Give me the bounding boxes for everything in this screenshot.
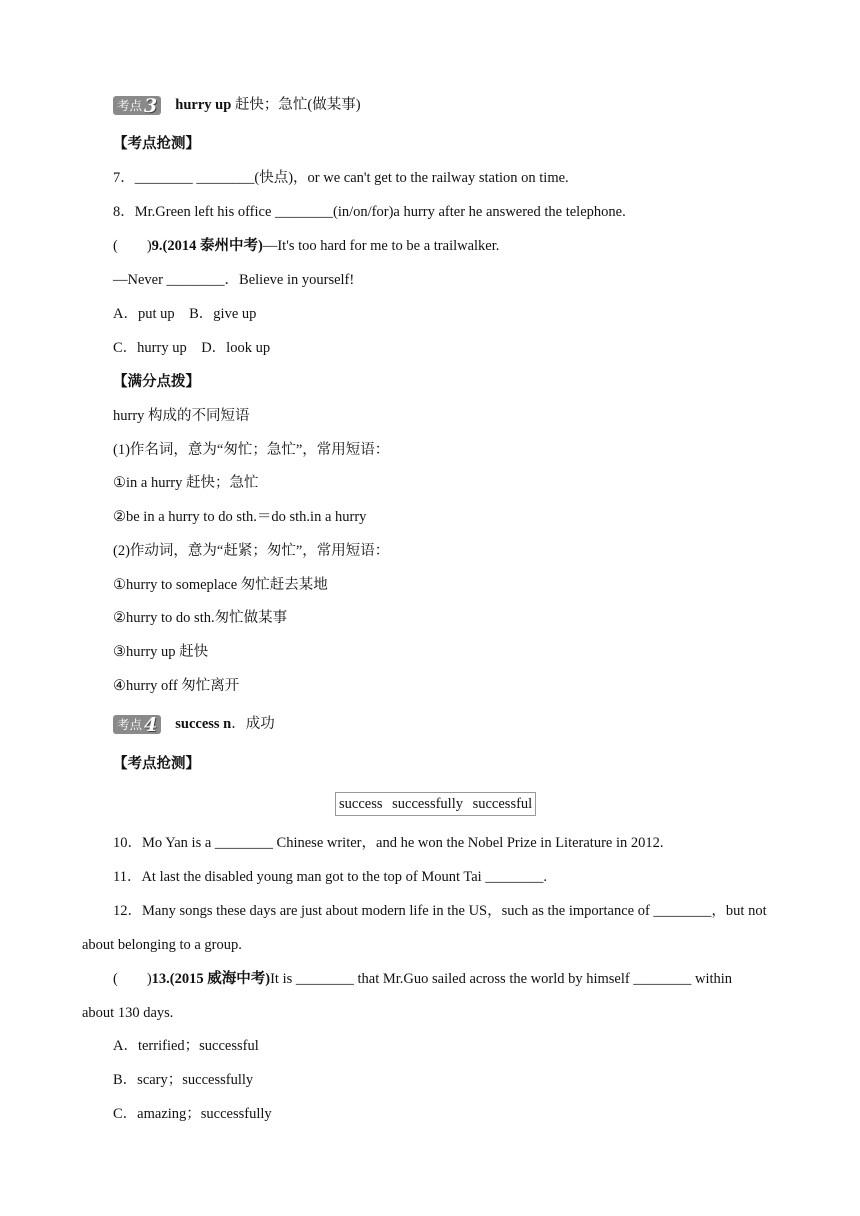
section-tips-heading: 【满分点拨】 (113, 374, 200, 390)
tips-verb-1: ①hurry to someplace 匆忙赶去某地 (113, 577, 328, 593)
kaodian-3-phrase: hurry up (175, 97, 232, 113)
question-7: 7．________ ________(快点)，or we can't get to the railway station on time. (113, 170, 569, 186)
question-13-option-b: B．scary；successfully (113, 1072, 254, 1088)
badge-number: 3 (144, 94, 158, 117)
answer-bracket: ( ) (113, 971, 152, 987)
question-9 (113, 236, 499, 256)
question-13-option-c: C．amazing；successfully (113, 1106, 272, 1122)
kaodian-3-badge (113, 96, 161, 115)
question-8: 8．Mr.Green left his office ________(in/on/for)a hurry after he answered the telephone. (113, 204, 626, 220)
question-text: It is ________ that Mr.Guo sailed across the world by himself ________ within (270, 971, 733, 987)
question-9-line2: —Never ________．Believe in yourself! (113, 272, 355, 288)
answer-bracket: ( ) (113, 238, 152, 254)
question-12-line2: about belonging to a group. (82, 937, 242, 953)
section-test-heading-4: 【考点抢测】 (113, 756, 200, 772)
tips-verb-heading: (2)作动词，意为“赶紧；匆忙”，常用短语： (113, 543, 390, 559)
question-9-options-ab: A．put up B．give up (113, 306, 257, 322)
question-text: —It's too hard for me to be a trailwalker. (262, 238, 500, 254)
badge-label: 考点 (117, 716, 143, 732)
tips-verb-3: ③hurry up 赶快 (113, 644, 209, 660)
kaodian-4-badge (113, 715, 161, 734)
tips-noun-2: ②be in a hurry to do sth.＝do sth.in a hurry (113, 509, 367, 525)
kaodian-3-meaning: 赶快；急忙(做某事) (231, 97, 361, 113)
kaodian-4-phrase: success n (175, 716, 232, 732)
badge-number: 4 (144, 713, 158, 736)
tips-title: hurry 构成的不同短语 (113, 408, 250, 424)
kaodian-4-meaning: ．成功 (231, 716, 275, 732)
section-test-heading: 【考点抢测】 (113, 136, 200, 152)
question-12-line1: 12．Many songs these days are just about modern life in the US，such as the importance of ________，but not (113, 903, 767, 919)
question-13 (113, 969, 732, 989)
word-choice-box: success successfully successful (335, 792, 536, 816)
question-10: 10．Mo Yan is a ________ Chinese writer，and he won the Nobel Prize in Literature in 2012. (113, 835, 664, 851)
question-9-options-cd: C．hurry up D．look up (113, 340, 271, 356)
kaodian-3-heading (113, 95, 361, 115)
tips-verb-2: ②hurry to do sth.匆忙做某事 (113, 610, 288, 626)
question-13-line2: about 130 days. (82, 1005, 174, 1021)
question-11: 11．At last the disabled young man got to the top of Mount Tai ________. (113, 869, 547, 885)
question-13-option-a: A．terrified；successful (113, 1038, 259, 1054)
kaodian-4-heading (113, 714, 275, 734)
question-source: 9.(2014 泰州中考) (151, 238, 263, 254)
tips-noun-heading: (1)作名词，意为“匆忙；急忙”，常用短语： (113, 442, 390, 458)
badge-label: 考点 (117, 97, 143, 113)
tips-noun-1: ①in a hurry 赶快；急忙 (113, 475, 259, 491)
tips-verb-4: ④hurry off 匆忙离开 (113, 678, 240, 694)
question-source: 13.(2015 威海中考) (151, 971, 271, 987)
